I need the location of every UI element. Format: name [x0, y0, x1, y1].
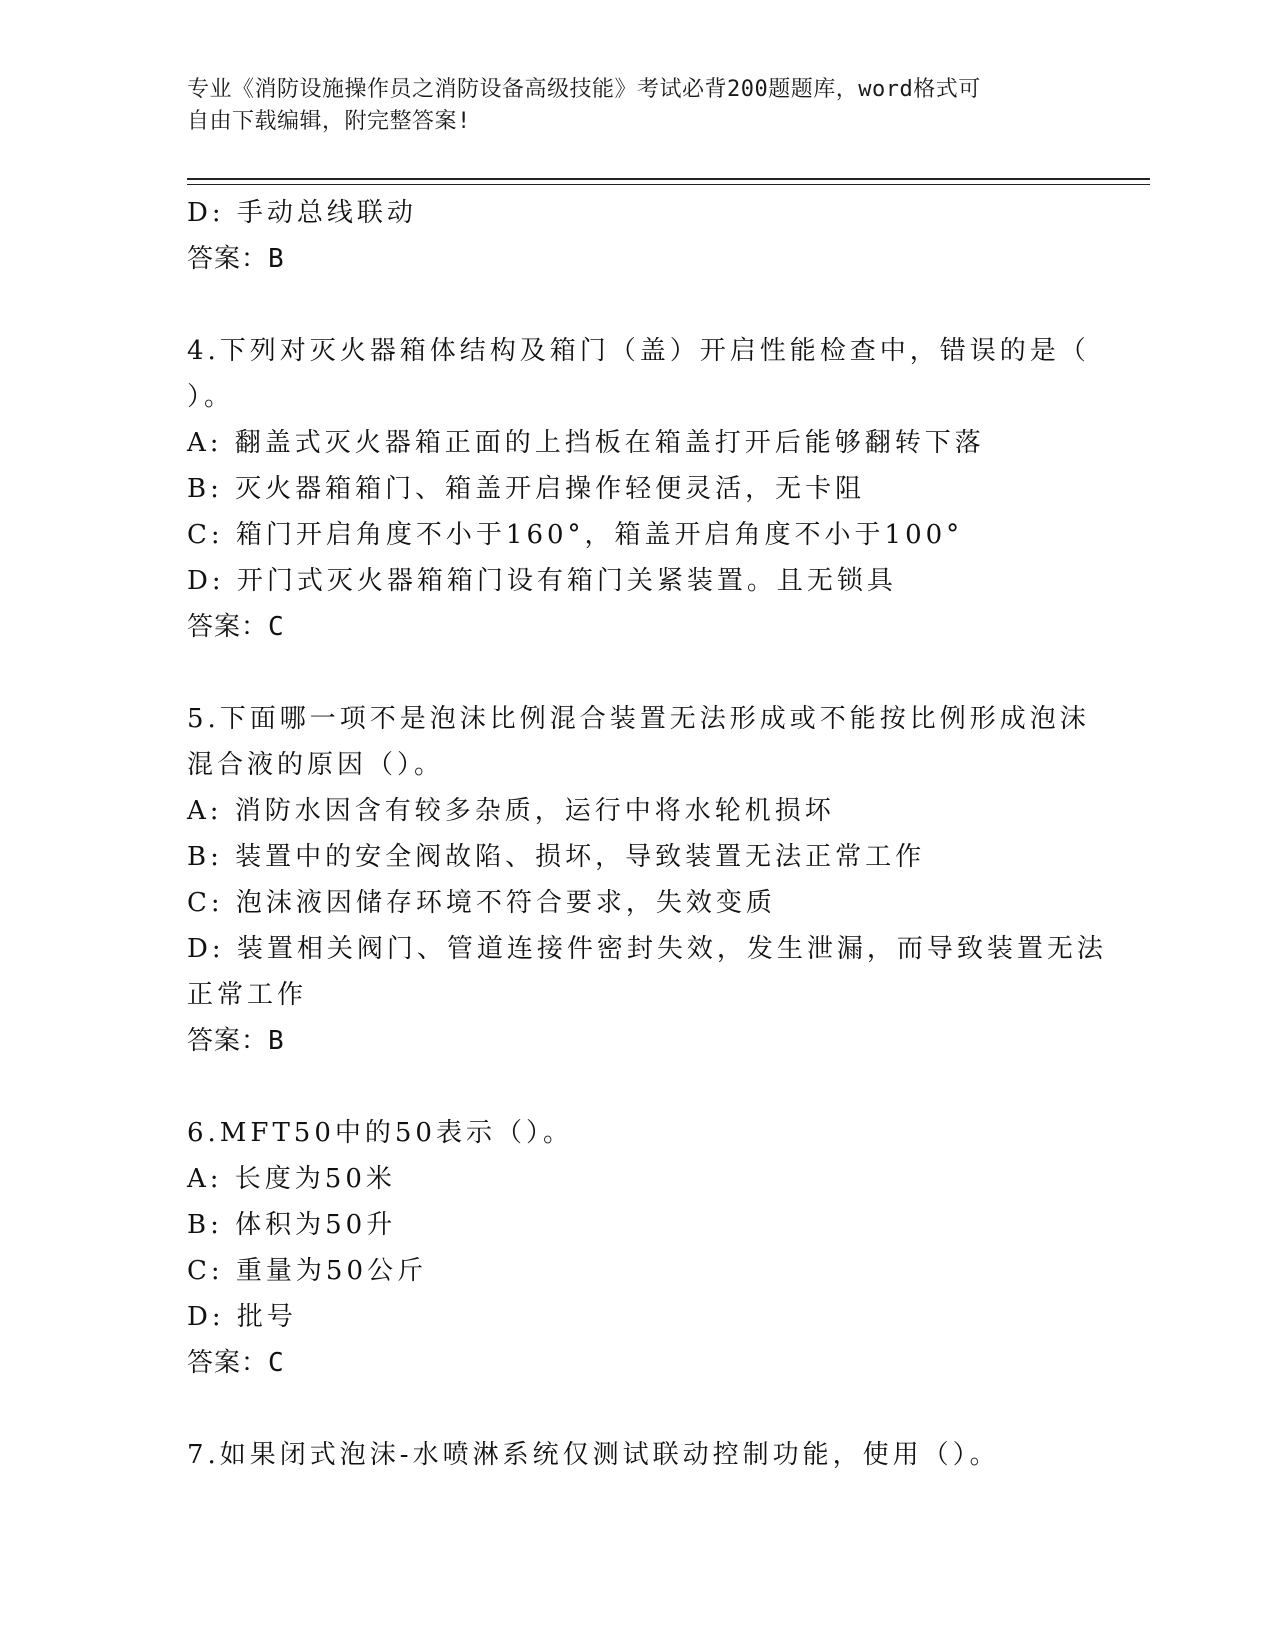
answer-value: C	[268, 1348, 285, 1378]
header-divider-thick	[187, 178, 1150, 180]
option-a: A: 翻盖式灭火器箱正面的上挡板在箱盖打开后能够翻转下落	[187, 428, 985, 458]
option-d: D: 批号	[187, 1302, 297, 1332]
option-b: B: 装置中的安全阀故陷、损坏，导致装置无法正常工作	[187, 842, 926, 872]
answer	[187, 1018, 1087, 1064]
header-divider-thin	[187, 184, 1150, 185]
question-4	[187, 328, 1090, 650]
question-6	[187, 1110, 1087, 1386]
prev-answer	[187, 236, 1087, 282]
question-5	[187, 696, 1107, 1064]
option-c: C: 重量为50公斤	[187, 1256, 428, 1286]
question-text: 7.如果闭式泡沫-水喷淋系统仅测试联动控制功能，使用（）。	[187, 1440, 1000, 1470]
spacer	[187, 282, 1087, 328]
answer-value: C	[268, 612, 285, 642]
option-c: C: 箱门开启角度不小于160°，箱盖开启角度不小于100°	[187, 520, 964, 550]
spacer	[187, 650, 1087, 696]
option-b: B: 体积为50升	[187, 1210, 397, 1240]
answer-label: 答案：	[187, 1348, 269, 1378]
header-line-2: 自由下载编辑，附完整答案!	[187, 109, 471, 134]
question-text: 5.下面哪一项不是泡沫比例混合装置无法形成或不能按比例形成泡沫	[187, 704, 1090, 734]
answer-value: B	[268, 1026, 285, 1056]
option-a: A: 消防水因含有较多杂质，运行中将水轮机损坏	[187, 796, 835, 826]
answer-label: 答案：	[187, 612, 269, 642]
option-b: B: 灭火器箱箱门、箱盖开启操作轻便灵活，无卡阻	[187, 474, 866, 504]
answer-value: B	[268, 244, 285, 274]
option-d: D: 装置相关阀门、管道连接件密封失效，发生泄漏，而导致装置无法	[187, 934, 1107, 964]
answer-label: 答案：	[187, 244, 269, 274]
answer	[187, 1340, 1087, 1386]
option-d: D: 开门式灭火器箱箱门设有箱门关紧装置。且无锁具	[187, 566, 897, 596]
spacer	[187, 1064, 1087, 1110]
prev-option-d: D: 手动总线联动	[187, 198, 417, 228]
document-header	[187, 74, 1087, 138]
question-list	[187, 190, 1107, 1478]
option-d-continued: 正常工作	[187, 980, 308, 1010]
question-text: 混合液的原因（）。	[187, 750, 445, 780]
answer-label: 答案：	[187, 1026, 269, 1056]
header-line-1: 专业《消防设施操作员之消防设备高级技能》考试必背200题题库，word格式可	[187, 77, 981, 102]
option-c: C: 泡沫液因储存环境不符合要求，失效变质	[187, 888, 776, 918]
spacer	[187, 1386, 1087, 1432]
question-text: ）。	[187, 382, 235, 412]
question-text: 4.下列对灭火器箱体结构及箱门（盖）开启性能检查中，错误的是（	[187, 336, 1090, 366]
answer	[187, 604, 1087, 650]
question-7	[187, 1432, 1087, 1478]
question-text: 6.MFT50中的50表示（）。	[187, 1118, 573, 1148]
option-a: A: 长度为50米	[187, 1164, 396, 1194]
